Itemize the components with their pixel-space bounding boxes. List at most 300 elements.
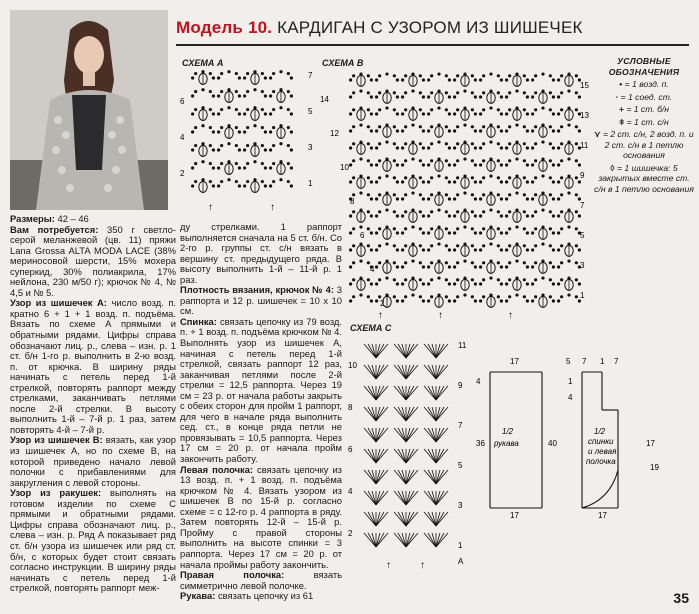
chain-stitch-icon	[479, 95, 482, 98]
chain-stitch-icon	[419, 210, 422, 213]
chain-stitch-icon	[567, 259, 570, 262]
chain-stitch-icon	[411, 259, 414, 262]
chain-stitch-icon	[560, 91, 563, 94]
chain-stitch-icon	[445, 295, 448, 298]
chain-stitch-icon	[575, 210, 578, 213]
chain-stitch-icon	[578, 214, 581, 217]
chain-stitch-icon	[370, 180, 373, 183]
back-label: 1/2	[594, 427, 606, 436]
stitch-symbol-icon: +	[618, 104, 627, 114]
chain-stitch-icon	[453, 180, 456, 183]
legend-item	[594, 163, 694, 195]
legend-item	[594, 117, 694, 128]
chain-stitch-icon	[261, 162, 264, 165]
chain-stitch-icon	[505, 248, 508, 251]
chain-stitch-icon	[479, 78, 482, 81]
chain-stitch-icon	[534, 244, 537, 247]
chain-stitch-icon	[427, 129, 430, 132]
chain-stitch-icon	[404, 176, 407, 179]
chain-stitch-icon	[419, 91, 422, 94]
chain-stitch-icon	[505, 214, 508, 217]
chain-stitch-icon	[217, 94, 220, 97]
chain-stitch-icon	[212, 184, 215, 187]
chain-stitch-icon	[396, 163, 399, 166]
chain-stitch-icon	[352, 74, 355, 77]
chain-stitch-icon	[482, 91, 485, 94]
fan-stitch-icon	[368, 449, 376, 463]
chain-stitch-icon	[541, 174, 544, 177]
chain-stitch-icon	[385, 276, 388, 279]
chain-stitch-icon	[471, 91, 474, 94]
chain-stitch-icon	[393, 91, 396, 94]
chain-stitch-icon	[419, 278, 422, 281]
chain-stitch-icon	[269, 94, 272, 97]
paragraph-text: ду стрелками. 1 раппорт выполняется сначала на 5 ст. б/н. Со 2-го р. группы ст. с/н вязать в вершину ст. предыдущего ряда. В высоту выполнить 1-й – 11-й р. 1 раз.	[180, 221, 342, 285]
chain-stitch-icon	[396, 180, 399, 183]
chain-stitch-icon	[427, 248, 430, 251]
chain-stitch-icon	[437, 72, 440, 75]
chain-stitch-icon	[531, 163, 534, 166]
chain-stitch-icon	[238, 184, 241, 187]
chain-stitch-icon	[235, 162, 238, 165]
chain-stitch-icon	[482, 159, 485, 162]
chain-stitch-icon	[549, 244, 552, 247]
chain-stitch-icon	[526, 248, 529, 251]
fan-stitch-icon	[398, 533, 406, 547]
chain-stitch-icon	[396, 265, 399, 268]
chain-stitch-icon	[560, 210, 563, 213]
chain-stitch-icon	[261, 180, 264, 183]
row-number: 7	[458, 421, 463, 430]
legend-item	[594, 92, 694, 103]
paragraph	[10, 488, 176, 593]
fan-stitch-icon	[406, 449, 414, 463]
chain-stitch-icon	[534, 74, 537, 77]
chain-stitch-icon	[453, 112, 456, 115]
chain-stitch-icon	[430, 244, 433, 247]
chain-stitch-icon	[370, 299, 373, 302]
chain-stitch-icon	[419, 108, 422, 111]
chain-stitch-icon	[411, 157, 414, 160]
chain-stitch-icon	[243, 148, 246, 151]
chain-stitch-icon	[290, 166, 293, 169]
dimension: 17	[510, 511, 519, 520]
chain-stitch-icon	[531, 299, 534, 302]
page-number: 35	[673, 590, 689, 606]
chain-stitch-icon	[349, 214, 352, 217]
fan-stitch-icon	[428, 365, 436, 379]
paragraph-heading: Узор из шишечек А:	[10, 297, 107, 309]
chain-stitch-icon	[217, 184, 220, 187]
chain-stitch-icon	[367, 74, 370, 77]
chain-stitch-icon	[549, 108, 552, 111]
chain-stitch-icon	[401, 163, 404, 166]
row-number: 13	[580, 111, 589, 120]
chain-stitch-icon	[290, 112, 293, 115]
chain-stitch-icon	[445, 227, 448, 230]
chain-stitch-icon	[482, 125, 485, 128]
dimension: 5	[566, 357, 571, 366]
chain-stitch-icon	[534, 91, 537, 94]
chain-stitch-icon	[523, 193, 526, 196]
chain-stitch-icon	[526, 197, 529, 200]
row-label: А	[458, 557, 464, 566]
chain-stitch-icon	[523, 278, 526, 281]
chain-stitch-icon	[549, 91, 552, 94]
chain-stitch-icon	[261, 72, 264, 75]
chain-stitch-icon	[456, 261, 459, 264]
chain-stitch-icon	[479, 163, 482, 166]
fan-stitch-icon	[436, 470, 444, 484]
chain-stitch-icon	[261, 126, 264, 129]
fan-stitch-icon	[368, 365, 376, 379]
chain-stitch-icon	[575, 142, 578, 145]
dimension: 17	[510, 357, 519, 366]
chain-stitch-icon	[367, 108, 370, 111]
chain-stitch-icon	[191, 112, 194, 115]
chain-stitch-icon	[419, 193, 422, 196]
chain-stitch-icon	[269, 76, 272, 79]
chain-stitch-icon	[370, 248, 373, 251]
chain-stitch-icon	[500, 78, 503, 81]
chain-stitch-icon	[575, 193, 578, 196]
chain-stitch-icon	[422, 95, 425, 98]
chain-stitch-icon	[349, 265, 352, 268]
chain-stitch-icon	[430, 295, 433, 298]
row-number: 8	[348, 403, 353, 412]
back-label: и левая	[588, 447, 617, 456]
chain-stitch-icon	[370, 163, 373, 166]
chain-stitch-icon	[482, 193, 485, 196]
chain-stitch-icon	[445, 176, 448, 179]
chain-stitch-icon	[209, 144, 212, 147]
paragraph-heading: Плотность вязания, крючок № 4:	[180, 284, 334, 296]
chain-stitch-icon	[534, 108, 537, 111]
chain-stitch-icon	[238, 76, 241, 79]
chain-stitch-icon	[497, 74, 500, 77]
chain-stitch-icon	[375, 95, 378, 98]
chain-stitch-icon	[404, 125, 407, 128]
chain-stitch-icon	[541, 140, 544, 143]
paragraph-text: вязать симметрично левой полочке.	[180, 569, 343, 591]
chain-stitch-icon	[375, 78, 378, 81]
dimension: 19	[650, 463, 659, 472]
chain-stitch-icon	[575, 244, 578, 247]
paragraph	[180, 570, 342, 591]
chain-stitch-icon	[238, 112, 241, 115]
chain-stitch-icon	[243, 112, 246, 115]
chain-stitch-icon	[367, 210, 370, 213]
chain-stitch-icon	[453, 95, 456, 98]
chain-stitch-icon	[194, 180, 197, 183]
fan-stitch-icon	[428, 491, 436, 505]
chain-stitch-icon	[272, 72, 275, 75]
chain-stitch-icon	[549, 159, 552, 162]
chain-stitch-icon	[567, 225, 570, 228]
chain-stitch-icon	[261, 108, 264, 111]
chain-stitch-icon	[560, 142, 563, 145]
chain-stitch-icon	[552, 265, 555, 268]
chain-stitch-icon	[523, 125, 526, 128]
chain-stitch-icon	[437, 106, 440, 109]
fan-stitch-icon	[376, 512, 384, 526]
chain-stitch-icon	[422, 112, 425, 115]
paragraph	[10, 225, 176, 299]
chain-stitch-icon	[246, 126, 249, 129]
chain-stitch-icon	[549, 125, 552, 128]
row-number: 11	[580, 141, 589, 150]
dimension: 1	[568, 377, 573, 386]
chain-stitch-icon	[549, 176, 552, 179]
chain-stitch-icon	[422, 78, 425, 81]
paragraph-heading: Узор из шишечек В:	[10, 434, 103, 446]
chain-stitch-icon	[557, 282, 560, 285]
row-number: 7	[308, 71, 313, 80]
chain-stitch-icon	[401, 299, 404, 302]
chain-stitch-icon	[385, 106, 388, 109]
chain-stitch-icon	[375, 248, 378, 251]
chain-stitch-icon	[456, 227, 459, 230]
chain-stitch-icon	[437, 174, 440, 177]
fan-stitch-icon	[398, 428, 406, 442]
chain-stitch-icon	[463, 123, 466, 126]
chain-stitch-icon	[396, 78, 399, 81]
chain-stitch-icon	[448, 299, 451, 302]
row-number: 5	[308, 107, 313, 116]
chain-stitch-icon	[500, 129, 503, 132]
row-number: 4	[370, 265, 375, 274]
chain-stitch-icon	[235, 90, 238, 93]
chain-stitch-icon	[453, 129, 456, 132]
chain-stitch-icon	[552, 180, 555, 183]
row-number: 5	[580, 231, 585, 240]
chain-stitch-icon	[430, 159, 433, 162]
chain-stitch-icon	[419, 74, 422, 77]
scheme-b-chart	[318, 64, 598, 324]
fan-stitch-icon	[428, 386, 436, 400]
chain-stitch-icon	[367, 159, 370, 162]
chain-stitch-icon	[367, 176, 370, 179]
chain-stitch-icon	[212, 148, 215, 151]
chain-stitch-icon	[437, 242, 440, 245]
chain-stitch-icon	[352, 193, 355, 196]
chain-stitch-icon	[508, 108, 511, 111]
chain-stitch-icon	[378, 91, 381, 94]
chain-stitch-icon	[453, 163, 456, 166]
chain-stitch-icon	[349, 282, 352, 285]
chain-stitch-icon	[505, 146, 508, 149]
chain-stitch-icon	[552, 231, 555, 234]
chain-stitch-icon	[367, 142, 370, 145]
chain-stitch-icon	[531, 214, 534, 217]
chain-stitch-icon	[508, 227, 511, 230]
chain-stitch-icon	[375, 163, 378, 166]
chain-stitch-icon	[453, 214, 456, 217]
chain-stitch-icon	[497, 227, 500, 230]
chain-stitch-icon	[508, 125, 511, 128]
fan-stitch-icon	[428, 512, 436, 526]
chain-stitch-icon	[549, 74, 552, 77]
chain-stitch-icon	[272, 180, 275, 183]
front-curve	[582, 470, 618, 508]
fan-stitch-icon	[436, 491, 444, 505]
legend-item	[594, 129, 694, 161]
chain-stitch-icon	[471, 176, 474, 179]
chain-stitch-icon	[453, 248, 456, 251]
fan-stitch-icon	[406, 428, 414, 442]
chain-stitch-icon	[479, 180, 482, 183]
chain-stitch-icon	[367, 91, 370, 94]
chain-stitch-icon	[479, 282, 482, 285]
chain-stitch-icon	[422, 197, 425, 200]
chain-stitch-icon	[549, 210, 552, 213]
fan-stitch-icon	[436, 386, 444, 400]
row-number: 6	[180, 97, 185, 106]
repeat-arrow-icon: ↑	[420, 560, 425, 571]
chain-stitch-icon	[534, 261, 537, 264]
fan-stitch-icon	[376, 407, 384, 421]
chain-stitch-icon	[445, 74, 448, 77]
chain-stitch-icon	[194, 144, 197, 147]
fan-stitch-icon	[398, 365, 406, 379]
chain-stitch-icon	[526, 163, 529, 166]
chain-stitch-icon	[445, 91, 448, 94]
chain-stitch-icon	[557, 197, 560, 200]
chain-stitch-icon	[375, 180, 378, 183]
chain-stitch-icon	[560, 125, 563, 128]
chain-stitch-icon	[557, 95, 560, 98]
chain-stitch-icon	[541, 242, 544, 245]
chain-stitch-icon	[531, 112, 534, 115]
fan-stitch-icon	[368, 491, 376, 505]
chain-stitch-icon	[393, 278, 396, 281]
chain-stitch-icon	[474, 265, 477, 268]
chain-stitch-icon	[422, 299, 425, 302]
chain-stitch-icon	[264, 112, 267, 115]
chain-stitch-icon	[526, 265, 529, 268]
chain-stitch-icon	[453, 78, 456, 81]
chain-stitch-icon	[479, 214, 482, 217]
dimension: 17	[646, 439, 655, 448]
stitch-symbol-icon: ◊	[610, 162, 617, 173]
fan-stitch-icon	[368, 533, 376, 547]
scheme-c-label: СХЕМА С	[350, 323, 392, 333]
chain-stitch-icon	[194, 108, 197, 111]
chain-stitch-icon	[526, 112, 529, 115]
chain-stitch-icon	[396, 112, 399, 115]
fan-stitch-icon	[436, 344, 444, 358]
sleeve-label: 1/2	[502, 427, 514, 436]
chain-stitch-icon	[549, 193, 552, 196]
chain-stitch-icon	[220, 162, 223, 165]
chain-stitch-icon	[349, 129, 352, 132]
paragraph	[10, 298, 176, 435]
chain-stitch-icon	[378, 244, 381, 247]
chain-stitch-icon	[191, 94, 194, 97]
chain-stitch-icon	[557, 112, 560, 115]
chain-stitch-icon	[272, 126, 275, 129]
chain-stitch-icon	[235, 72, 238, 75]
chain-stitch-icon	[393, 142, 396, 145]
chain-stitch-icon	[500, 282, 503, 285]
chain-stitch-icon	[482, 210, 485, 213]
chain-stitch-icon	[378, 108, 381, 111]
chain-stitch-icon	[209, 126, 212, 129]
chain-stitch-icon	[279, 70, 282, 73]
chain-stitch-icon	[422, 129, 425, 132]
chain-stitch-icon	[497, 210, 500, 213]
row-number: 8	[350, 197, 355, 206]
fan-stitch-icon	[376, 491, 384, 505]
fan-stitch-icon	[376, 533, 384, 547]
row-number: 11	[458, 341, 467, 350]
chain-stitch-icon	[526, 95, 529, 98]
chain-stitch-icon	[567, 157, 570, 160]
chain-stitch-icon	[557, 299, 560, 302]
fan-stitch-icon	[406, 407, 414, 421]
repeat-arrow-icon: ↑	[386, 560, 391, 571]
chain-stitch-icon	[349, 180, 352, 183]
row-number: 4	[180, 133, 185, 142]
chain-stitch-icon	[474, 146, 477, 149]
legend-text: = 1 шишечка: 5 закрытых вместе ст. с/н в 1 петлю основания	[594, 162, 694, 194]
chain-stitch-icon	[349, 112, 352, 115]
chain-stitch-icon	[279, 142, 282, 145]
chain-stitch-icon	[393, 210, 396, 213]
chain-stitch-icon	[453, 282, 456, 285]
chain-stitch-icon	[272, 144, 275, 147]
chain-stitch-icon	[359, 123, 362, 126]
chain-stitch-icon	[378, 74, 381, 77]
chain-stitch-icon	[352, 278, 355, 281]
chain-stitch-icon	[508, 193, 511, 196]
dimension: 7	[582, 357, 587, 366]
chain-stitch-icon	[557, 248, 560, 251]
row-number: 15	[580, 81, 589, 90]
chain-stitch-icon	[393, 261, 396, 264]
chain-stitch-icon	[209, 180, 212, 183]
chain-stitch-icon	[515, 123, 518, 126]
fan-stitch-icon	[436, 365, 444, 379]
chain-stitch-icon	[378, 295, 381, 298]
paragraph-text: связать цепочку из 13 возд. п. + 1 возд. п. подъёма крючком № 4. Вязать узором из шишечек В по 15-й р. согласно схеме = с 12-го р. 4 раппорта в ряду. Затем повторять 12-й – 15-й р. Пройму с правой стороны выполнить на высоте спинки = 3 раппорта. Через 17 см = 20 р. от начала проймы работу закончить.	[180, 463, 342, 570]
chain-stitch-icon	[471, 227, 474, 230]
back-label: полочка	[586, 457, 616, 466]
chain-stitch-icon	[474, 95, 477, 98]
paragraph-heading: Спинка:	[180, 315, 217, 327]
chain-stitch-icon	[508, 176, 511, 179]
chain-stitch-icon	[375, 146, 378, 149]
chain-stitch-icon	[578, 180, 581, 183]
chain-stitch-icon	[227, 106, 230, 109]
chain-stitch-icon	[448, 146, 451, 149]
chain-stitch-icon	[243, 130, 246, 133]
fan-stitch-icon	[368, 386, 376, 400]
dimension: 7	[614, 357, 619, 366]
chain-stitch-icon	[474, 282, 477, 285]
chain-stitch-icon	[445, 142, 448, 145]
fan-stitch-icon	[398, 386, 406, 400]
chain-stitch-icon	[243, 166, 246, 169]
paragraph-heading: Рукава:	[180, 590, 216, 602]
chain-stitch-icon	[396, 95, 399, 98]
chain-stitch-icon	[401, 231, 404, 234]
chain-stitch-icon	[453, 197, 456, 200]
fan-stitch-icon	[368, 344, 376, 358]
chain-stitch-icon	[375, 231, 378, 234]
chain-stitch-icon	[552, 282, 555, 285]
chain-stitch-icon	[471, 142, 474, 145]
